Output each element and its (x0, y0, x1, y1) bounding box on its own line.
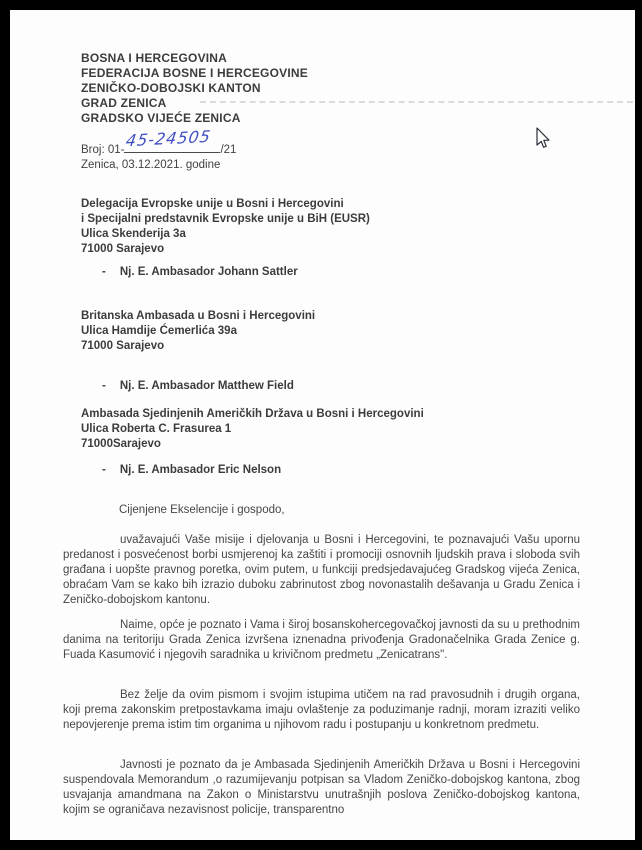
attention-text: Nj. E. Ambasador Johann Sattler (119, 266, 298, 278)
recipient-address-line: Ulica Roberta C. Frasurea 1 (81, 423, 232, 435)
sender-header (81, 51, 308, 126)
bullet-dash: - (102, 464, 106, 476)
sender-line-canton: ZENIČKO-DOBOJSKI KANTON (81, 81, 261, 95)
reference-prefix: Broj: 01- (81, 144, 125, 156)
recipient-address-line: Ulica Skenderija 3a (81, 228, 186, 240)
body-paragraph-2: Naime, opće je poznato i Vama i široj bosanskohercegovačkoj javnosti da su u prethodnim danima na teritoriju Grada Zenica izvršena iznenadna privođenja Gradonačelnika Grada Zenice g. Fuada Kasumović i njegovih saradnika u krivičnom predmetu „Zenicatrans". (63, 619, 580, 661)
recipient-address-line: 71000Sarajevo (81, 438, 161, 450)
attention-johann-sattler (102, 266, 298, 278)
reference-suffix: /21 (220, 144, 237, 156)
sender-line-city: GRAD ZENICA (81, 96, 167, 110)
recipient-us-embassy (81, 407, 424, 452)
bullet-dash: - (102, 380, 106, 392)
reference-underline (124, 126, 220, 153)
salutation: Cijenjene Ekselencije i gospodo, (119, 504, 285, 516)
date-line: Zenica, 03.12.2021. godine (81, 159, 221, 171)
attention-text: Nj. E. Ambasador Matthew Field (119, 380, 294, 392)
attention-eric-nelson (102, 464, 281, 476)
recipient-address-line: Ambasada Sjedinjenih Američkih Država u Bosni i Hercegovini (81, 408, 424, 420)
recipient-address-line: Britanska Ambasada u Bosni i Hercegovini (81, 310, 316, 322)
reference-block (81, 126, 237, 173)
mouse-cursor-icon (535, 127, 551, 151)
body-paragraph-1: uvažavajući Vaše misije i djelovanja u Bosni i Hercegovini, te poznavajući Vašu upornu predanost i posvećenost borbi usmjerenoj ka zaštiti i promociji osnovnih ljudskih prava i sloboda svih građana i uopšte pravnog poretka, ovim putem, u funkciji predsjedavajućeg Gradskog vijeća Zenica, obraćam Vam se kako bih izrazio duboku zabrinutost zbog novonastalih dešavanja u Gradu Zenica i Zeničko-dobojskom kantonu. (63, 534, 580, 606)
bullet-dash: - (102, 266, 106, 278)
sender-line-country: BOSNA I HERCEGOVINA (81, 51, 228, 65)
reference-number-line (81, 126, 237, 158)
recipient-address-line: 71000 Sarajevo (81, 243, 165, 255)
attention-matthew-field (102, 380, 294, 392)
recipient-address-line: Ulica Hamdije Ćemerlića 39a (81, 325, 237, 337)
recipient-eu-delegation (81, 197, 370, 257)
handwritten-number: 45-24505 (125, 126, 213, 151)
attention-text: Nj. E. Ambasador Eric Nelson (119, 464, 282, 476)
recipient-address-line: 71000 Sarajevo (81, 340, 165, 352)
recipient-address-line: Delegacija Evropske unije u Bosni i Hercegovini (81, 198, 344, 210)
body-paragraph-4: Javnosti je poznato da je Ambasada Sjedinjenih Američkih Država u Bosni i Hercegovini suspendovala Memorandum ,o razumijevanju potpisan sa Vladom Zeničko-dobojskog kantona, zbog usvajanja amandmana na Zakon o Ministarstvu unutrašnjih poslova Zeničko-dobojskog kantona, kojim se ograničava nezavisnost policije, transparentno (63, 759, 580, 816)
body-paragraph-3: Bez želje da ovim pismom i svojim istupima utičem na rad pravosudnih i drugih organa, koji prema zakonskim pretpostavkama imaju ovlaštenje za poduzimanje radnji, moram izraziti veliko nepovjerenje prema istim tim organima u njihovom radu i postupanju u konkretnom predmetu. (63, 689, 580, 731)
recipient-address-line: i Specijalni predstavnik Evropske unije u BiH (EUSR) (81, 213, 370, 225)
recipient-british-embassy (81, 309, 315, 354)
sender-line-council: GRADSKO VIJEĆE ZENICA (81, 111, 241, 125)
sender-line-federation: FEDERACIJA BOSNE I HERCEGOVINE (81, 66, 308, 80)
